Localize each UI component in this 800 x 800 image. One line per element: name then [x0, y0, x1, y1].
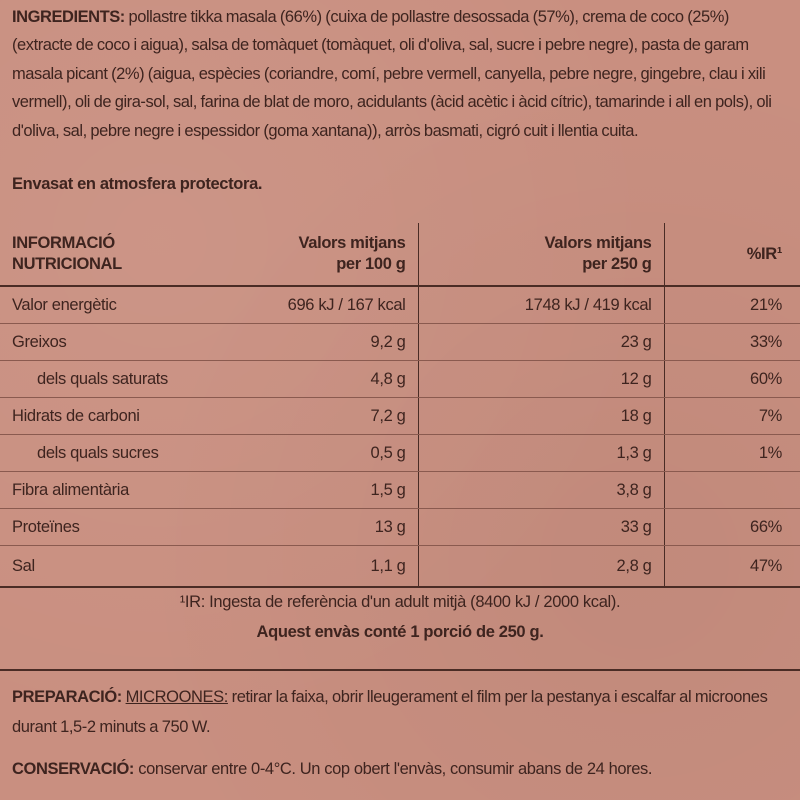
- nutrition-row-salt: [0, 546, 800, 588]
- preparation-text: retirar la faixa, obrir lleugerament el film per la pestanya i escalfar al microones durant 1,5-2 minuts a 750 W.: [12, 688, 768, 736]
- nutrition-header-per100-line1: Valors mitjans: [298, 234, 406, 252]
- nutrition-header-ri: %IR¹: [664, 223, 800, 286]
- nutrient-per100: 7,2 g: [248, 398, 418, 435]
- nutrition-row-energy: [0, 286, 800, 324]
- nutrient-ri: 1%: [664, 435, 800, 472]
- nutrition-header-title: [0, 223, 248, 286]
- nutrient-per250: 23 g: [418, 324, 664, 361]
- reference-intake-footnote: ¹IR: Ingesta de referència d'un adult mitjà (8400 kJ / 2000 kcal).: [179, 593, 621, 611]
- nutrient-per100: 13 g: [248, 509, 418, 546]
- nutrition-row-protein: [0, 509, 800, 546]
- nutrient-ri: 66%: [664, 509, 800, 546]
- nutrient-name: Hidrats de carboni: [0, 398, 248, 435]
- nutrient-per250: 12 g: [418, 361, 664, 398]
- nutrient-per250: 1748 kJ / 419 kcal: [418, 286, 664, 324]
- nutrient-per100: 0,5 g: [248, 435, 418, 472]
- nutrient-ri: 60%: [664, 361, 800, 398]
- nutrient-name: Sal: [0, 546, 248, 588]
- preparation-paragraph: [12, 682, 792, 742]
- nutrient-per100: 696 kJ / 167 kcal: [248, 286, 418, 324]
- ingredients-heading: INGREDIENTS:: [12, 8, 125, 26]
- nutrition-row-sugars: [0, 435, 800, 472]
- nutrient-per250: 33 g: [418, 509, 664, 546]
- nutrient-name: Greixos: [0, 324, 248, 361]
- nutrition-header-row: [0, 223, 800, 286]
- nutrition-table: [0, 223, 800, 588]
- nutrient-ri: [664, 472, 800, 509]
- nutrition-row-carbohydrate: [0, 398, 800, 435]
- ingredients-paragraph: [12, 3, 792, 145]
- nutrition-header-title-line1: INFORMACIÓ: [12, 234, 115, 252]
- nutrient-per250: 2,8 g: [418, 546, 664, 588]
- nutrient-name: dels quals saturats: [0, 361, 248, 398]
- preparation-method: MICROONES:: [125, 688, 228, 706]
- packaging-note: Envasat en atmosfera protectora.: [12, 175, 263, 193]
- nutrition-row-fibre: [0, 472, 800, 509]
- nutrient-per100: 4,8 g: [248, 361, 418, 398]
- nutrient-name: Valor energètic: [0, 286, 248, 324]
- nutrition-header-per250-line2: per 250 g: [582, 255, 652, 273]
- ingredients-text: pollastre tikka masala (66%) (cuixa de pollastre desossada (57%), crema de coco (25%) (extracte de coco i aigua), salsa de tomàquet (tomàquet, oli d'oliva, sal, sucre i pebre negre), pasta de garam masala picant (2%) (aigua, espècies (coriandre, comí, pebre vermell, canyella, pebre negre, gingebre, clau i xili vermell), oli de gira-sol, sal, farina de blat de moro, acidulants (àcid acètic i àcid cítric), tamarinde i all en pols), oli d'oliva, sal, pebre negre i espessidor (goma xantana)), arròs basmati, cigró cuit i llentia cuita.: [12, 8, 772, 140]
- nutrient-per250: 1,3 g: [418, 435, 664, 472]
- storage-text: conservar entre 0-4°C. Un cop obert l'envàs, consumir abans de 24 hores.: [138, 760, 653, 778]
- nutrient-name: dels quals sucres: [0, 435, 248, 472]
- nutrition-header-per100: [248, 223, 418, 286]
- nutrient-per100: 1,1 g: [248, 546, 418, 588]
- portion-note: Aquest envàs conté 1 porció de 250 g.: [256, 623, 544, 641]
- nutrition-header-per250-line1: Valors mitjans: [544, 234, 652, 252]
- preparation-heading: PREPARACIÓ:: [12, 688, 122, 706]
- nutrient-per100: 1,5 g: [248, 472, 418, 509]
- nutrition-header-per100-line2: per 100 g: [336, 255, 406, 273]
- divider: [0, 669, 800, 671]
- nutrition-row-fat: [0, 324, 800, 361]
- nutrient-ri: 21%: [664, 286, 800, 324]
- nutrient-name: Fibra alimentària: [0, 472, 248, 509]
- nutrient-per250: 3,8 g: [418, 472, 664, 509]
- storage-paragraph: [12, 760, 652, 779]
- nutrition-row-saturates: [0, 361, 800, 398]
- nutrition-header-per250: [418, 223, 664, 286]
- nutrient-ri: 7%: [664, 398, 800, 435]
- nutrient-per250: 18 g: [418, 398, 664, 435]
- nutrient-per100: 9,2 g: [248, 324, 418, 361]
- nutrient-name: Proteïnes: [0, 509, 248, 546]
- storage-heading: CONSERVACIÓ:: [12, 760, 135, 778]
- nutrient-ri: 33%: [664, 324, 800, 361]
- nutrient-ri: 47%: [664, 546, 800, 588]
- nutrition-header-title-line2: NUTRICIONAL: [12, 255, 122, 273]
